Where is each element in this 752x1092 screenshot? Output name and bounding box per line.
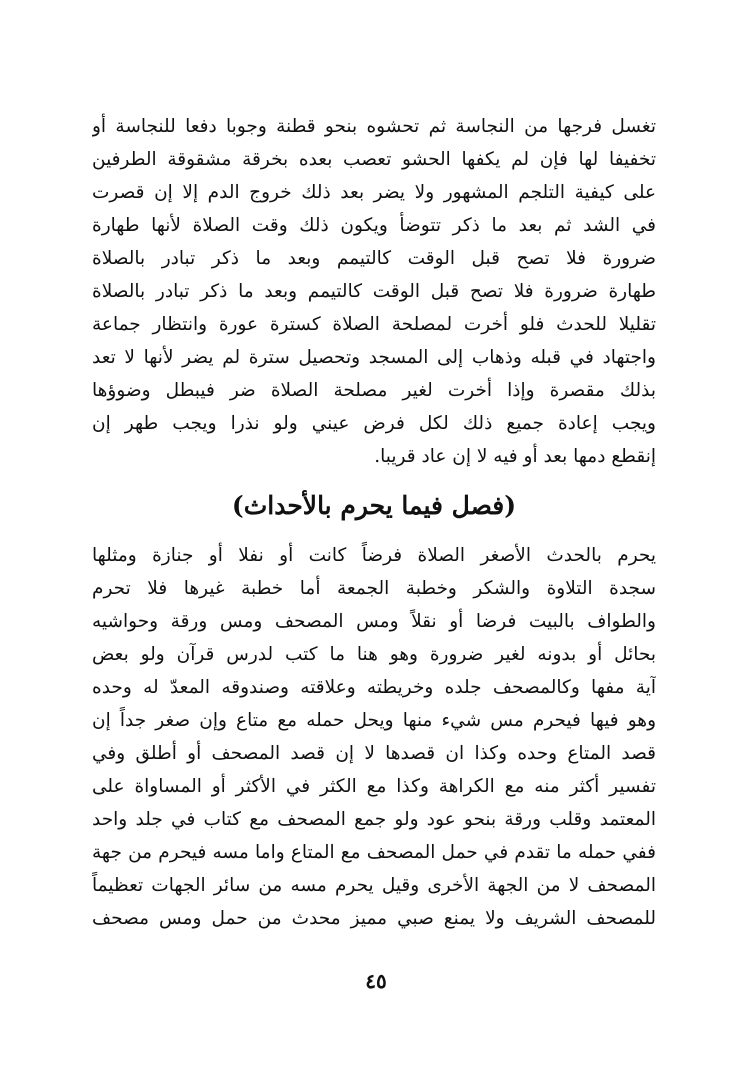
text-line: سجدة التلاوة والشكر وخطبة الجمعة أما خطبة غيرها فلا تحرم bbox=[92, 578, 656, 599]
text-line: تفسير أكثر منه مع الكراهة وكذا مع الكثر في الأكثر أو المساواة على bbox=[92, 776, 656, 797]
text-line: طهارة ضرورة فلا تصح قبل الوقت كالتيمم وبعد ما ذكر تبادر بالصلاة bbox=[92, 281, 656, 302]
text-line: المصحف لا من الجهة الأخرى وقيل يحرم مسه من سائر الجهات تعظيماً bbox=[92, 875, 656, 896]
text-line: إنقطع دمها بعد أو فيه لا إن عاد قريبا. bbox=[374, 446, 656, 467]
text-line: على كيفية التلجم المشهور ولا يضر بعد ذلك خروج الدم إلا إن قصرت bbox=[92, 182, 656, 203]
text-line: والطواف بالبيت فرضا أو نقلاً ومس المصحف ومس ورقة وحواشيه bbox=[92, 611, 656, 632]
text-line: يحرم بالحدث الأصغر الصلاة فرضاً كانت أو نفلا أو جنازة ومثلها bbox=[92, 545, 656, 566]
text-line: تقليلا للحدث فلو أخرت لمصلحة الصلاة كسترة عورة وانتظار جماعة bbox=[92, 314, 656, 335]
text-line: ففي حمله ما تقدم في حمل المصحف مع المتاع واما مسه فيحرم من جهة bbox=[92, 842, 656, 863]
text-line: تغسل فرجها من النجاسة ثم تحشوه بنحو قطنة وجوبا دفعا للنجاسة أو bbox=[92, 116, 656, 137]
text-line: قصد المتاع وحده وكذا ان قصدها لا إن قصد المصحف أو أطلق وفي bbox=[92, 743, 656, 764]
text-line: بذلك مقصرة وإذا أخرت لغير مصلحة الصلاة ضر فيبطل وضوؤها bbox=[92, 380, 656, 401]
text-line: واجتهاد في قبله وذهاب إلى المسجد وتحصيل سترة لم يضر لأنها لا تعد bbox=[92, 347, 656, 368]
paragraph-prohibitions-minor-hadath bbox=[92, 539, 656, 935]
text-line: تخفيفا لها فإن لم يكفها الحشو تعصب بعده بخرقة مشقوقة الطرفين bbox=[92, 149, 656, 170]
text-line: بحائل أو بدونه لغير ضرورة وهو هنا ما كتب لدرس قرآن ولو بعض bbox=[92, 644, 656, 665]
page-number: ٤٥ bbox=[365, 969, 387, 993]
text-line: المعتمد وقلب ورقة بنحو عود ولو جمع المصحف مع كتاب في جلد واحد bbox=[92, 809, 656, 830]
text-line: للمصحف الشريف ولا يمنع صبي مميز محدث من حمل ومس مصحف bbox=[92, 908, 656, 929]
text-line: ضرورة فلا تصح قبل الوقت كالتيمم وبعد ما ذكر تبادر بالصلاة bbox=[92, 248, 656, 269]
text-line: في الشد ثم بعد ما ذكر تتوضأ ويكون ذلك وقت الصلاة لأنها طهارة bbox=[92, 215, 656, 236]
text-line: وهو فيها فيحرم مس شيء منها ويحل حمله مع متاع وإن صغر جداً إن bbox=[92, 710, 656, 731]
paragraph-istihada-purification bbox=[92, 110, 656, 473]
text-line: آية مفها وكالمصحف جلده وخريطته وعلاقته وصندوقه المعدّ له وحده bbox=[92, 677, 656, 698]
section-heading: (فصل فيما يحرم بالأحداث) bbox=[231, 491, 517, 520]
text-line: ويجب إعادة جميع ذلك لكل فرض عيني ولو نذرا ويجب طهر إن bbox=[92, 413, 656, 434]
